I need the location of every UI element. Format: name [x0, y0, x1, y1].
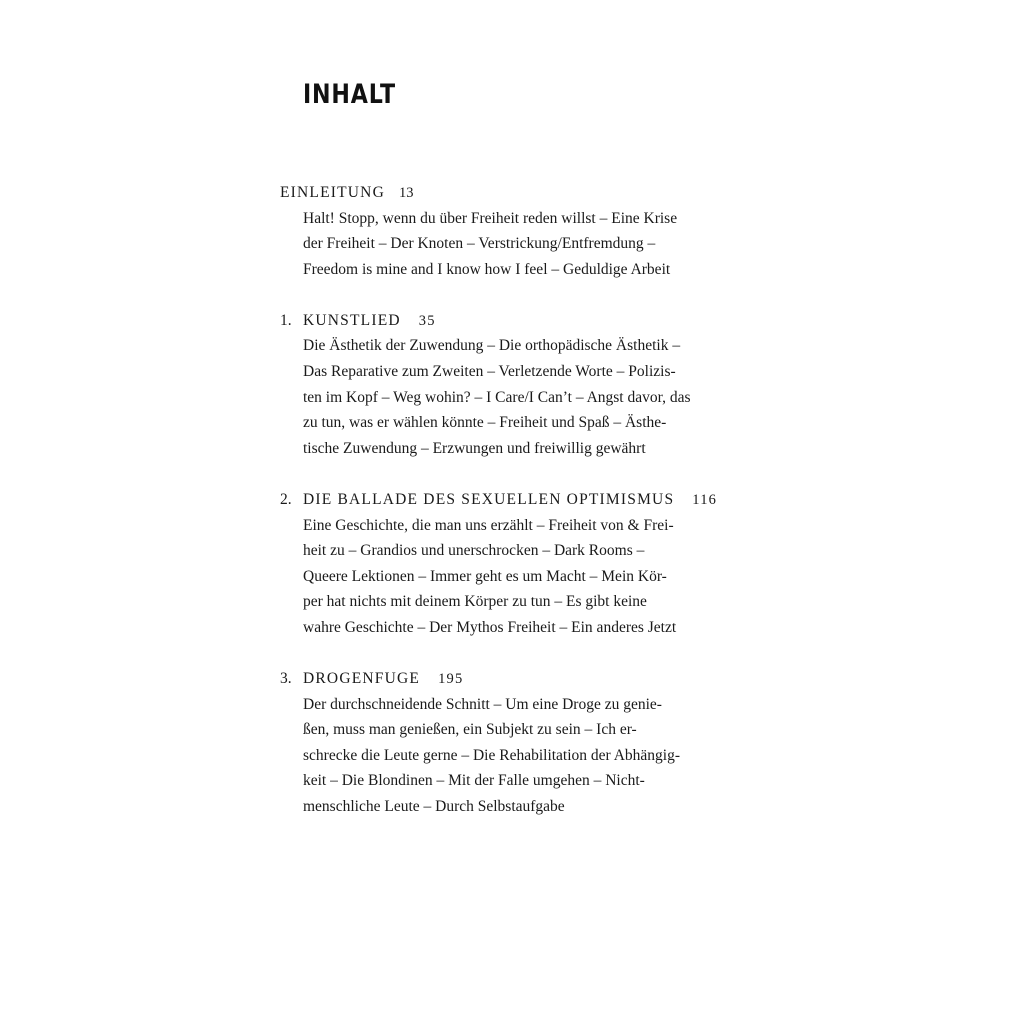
page-number: 116: [692, 491, 718, 508]
section-number: 1.: [280, 311, 292, 329]
subtopic-line: heit zu – Grandios und unerschrocken – Dark Rooms –: [303, 542, 645, 560]
toc-section-3: [280, 666, 720, 820]
page-number: 35: [418, 312, 436, 329]
toc-section-heading: [280, 487, 720, 513]
subtopic-line: ßen, muss man genießen, ein Subjekt zu sein – Ich er-: [303, 721, 637, 739]
subtopic-line: der Freiheit – Der Knoten – Verstrickung/Entfremdung –: [303, 235, 656, 253]
subtopic-line: Queere Lektionen – Immer geht es um Macht – Mein Kör-: [303, 567, 667, 585]
page-title: INHALT: [303, 79, 396, 110]
section-title: KUNSTLIED 35: [303, 311, 436, 329]
subtopic-line: Eine Geschichte, die man uns erzählt – Freiheit von & Frei-: [303, 516, 674, 534]
section-title: DROGENFUGE 195: [303, 670, 464, 687]
section-number: 2.: [280, 490, 292, 508]
subtopics: [303, 692, 720, 820]
subtopic-line: Halt! Stopp, wenn du über Freiheit reden willst – Eine Krise: [303, 209, 678, 227]
subtopic-line: zu tun, was er wählen könnte – Freiheit und Spaß – Ästhe-: [303, 414, 667, 432]
toc-section-heading: [280, 180, 720, 206]
section-title: EINLEITUNG: [280, 184, 385, 201]
section-title: DIE BALLADE DES SEXUELLEN OPTIMISMUS 116: [303, 490, 718, 508]
subtopics: [303, 333, 720, 461]
subtopic-line: menschliche Leute – Durch Selbstaufgabe: [303, 797, 565, 815]
subtopic-line: keit – Die Blondinen – Mit der Falle umgehen – Nicht-: [303, 772, 645, 790]
subtopic-line: Der durchschneidende Schnitt – Um eine Droge zu genie-: [303, 695, 662, 713]
table-of-contents: [280, 180, 720, 845]
subtopics: [303, 206, 720, 283]
subtopic-line: wahre Geschichte – Der Mythos Freiheit – Ein anderes Jetzt: [303, 618, 677, 636]
subtopic-line: per hat nichts mit deinem Körper zu tun – Es gibt keine: [303, 593, 647, 611]
toc-section-2: [280, 487, 720, 641]
toc-section-1: [280, 308, 720, 462]
subtopic-line: tische Zuwendung – Erzwungen und freiwillig gewährt: [303, 439, 646, 457]
subtopic-line: schrecke die Leute gerne – Die Rehabilitation der Abhängig-: [303, 746, 681, 764]
toc-section-heading: [280, 308, 720, 334]
section-number: 3.: [280, 670, 292, 687]
subtopic-line: ten im Kopf – Weg wohin? – I Care/I Can’t – Angst davor, das: [303, 388, 691, 406]
subtopics: [303, 513, 720, 641]
toc-section-einleitung: [280, 180, 720, 282]
subtopic-line: Das Reparative zum Zweiten – Verletzende Worte – Polizis-: [303, 363, 676, 381]
page-number: 195: [438, 671, 464, 687]
subtopic-line: Die Ästhetik der Zuwendung – Die orthopädische Ästhetik –: [303, 337, 681, 355]
toc-section-heading: [280, 666, 720, 692]
subtopic-line: Freedom is mine and I know how I feel – Geduldige Arbeit: [303, 260, 671, 278]
page-number: 13: [398, 185, 414, 201]
